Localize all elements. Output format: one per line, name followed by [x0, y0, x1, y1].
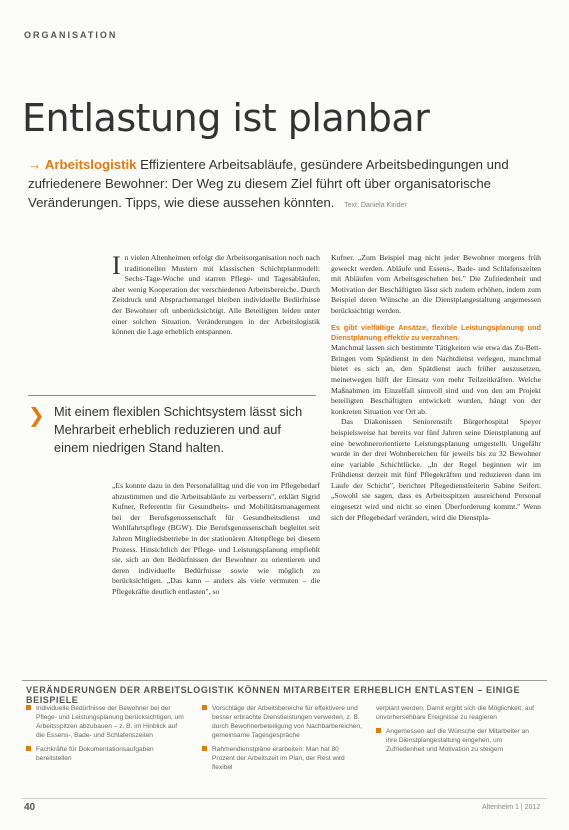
box-title: VERÄNDERUNGEN DER ARBEITSLOGISTIK KÖNNEN MITARBEITER ERHEBLICH ENTLASTEN – EINIGE BEISPIELE	[26, 685, 521, 705]
box-list-item: Vorschläge der Arbeitsbereiche für effektivere und besser erbrachte Dienstleistungen verwerten, z. B. durch Bewohnerbeteiligung von Nachbarbereichen, gemeinsame Tagesgespräche	[202, 704, 362, 740]
body-column-2	[331, 253, 541, 523]
lead-paragraph	[28, 155, 548, 215]
body-paragraph: Kufner. „Zum Beispiel mag nicht jeder Bewohner morgens früh geweckt werden. Abläufe und Essens-, Bade- und Schlafenszeiten mit Abläufen vom Arbeitsgeschehen bei." Die Zufriedenheit und Motivation der Beschäftigten lässt sich zudem erhöhen, indem zum Beispiel deren Wünsche an die Dienstplangestaltung angemessen berücksichtigt werden.	[331, 253, 541, 315]
box-list-item: Fachkräfte für Dokumentationsaufgaben bereitstellen	[26, 745, 186, 763]
bullet-square-icon	[26, 746, 31, 751]
pull-quote	[28, 395, 316, 457]
box-list-item: verplant werden. Damit ergibt sich die Möglichkeit, auf unvorhersehbare Ereignisse zu reagieren	[376, 705, 534, 721]
box-divider	[22, 680, 547, 681]
drop-cap: I	[112, 251, 121, 280]
box-column-2	[202, 704, 362, 777]
box-column-1	[26, 704, 186, 768]
body-subhead: Es gibt vielfältige Ansätze, flexible Leistungsplanung und Dienstplanung effektiv zu verzahnen.	[331, 322, 541, 342]
lead-text: Effizientere Arbeitsabläufe, gesündere Arbeitsbedingungen und zufriedenere Bewohner: Der Weg zu diesem Ziel führt oft über organisatorische Veränderungen. Tipps, wie diese aussehen könnten.	[28, 157, 509, 210]
page-number: 40	[24, 802, 36, 813]
box-list-item: Angemessen auf die Wünsche der Mitarbeiter an ihre Dienstplangestaltung eingehen, um Zufriedenheit und Motivation zu steigern	[376, 727, 536, 754]
body-paragraph: Manchmal lassen sich bestimmte Tätigkeiten wie etwa das Zu-Bett-Bringen vom Spätdienst in den Nachtdienst verlegen, manchmal bietet es sich an, den Spätdienst auch früher auszusetzen, meinetwegen hilft der Einsatz von mehr Teilzeitkräften. Welche Maßnahmen im Einzelfall sinnvoll sind und von den am Projekt beteiligten Beschäftigten entwickelt wurden, hängt von der konkreten Situation vor Ort ab.	[331, 343, 541, 416]
publication-credit: Altenheim 1 | 2012	[482, 804, 541, 811]
pull-quote-text: Mit einem flexiblen Schichtsystem lässt sich Mehrarbeit erheblich reduzieren und auf einem niedrigen Stand halten.	[54, 404, 303, 455]
box-list-item: Rahmendienstpläne erarbeiten: Man hat 80 Prozent der Arbeitszeit im Plan, der Rest wird flexibel	[202, 745, 362, 772]
arrow-icon: →	[28, 157, 42, 172]
quote-chevron-icon: ❯	[28, 405, 45, 427]
bullet-square-icon	[26, 705, 31, 710]
bullet-square-icon	[202, 746, 207, 751]
body-column-3	[112, 481, 320, 598]
body-paragraph: Das Diakonissen Seniorenstift Bürgerhospital Speyer beispielsweise hat bereits vor fünf Jahren seine Dienstplanung auf eine bewohnerorientierte Leistungsplanung umgestellt. Ungefähr wurde in der drei Wohnbereichen für jeweils bis zu 32 Bewohner eine variable Schichtlücke. „In der Regel beginnen wir im Frühdienst derzeit mit fünf Pflegekräften und reduzieren dann im Laufe der Schicht", berichtet Pflegedienstleiterin Sabine Seifert. „Sowohl sie sagen, dass es Arbeitsspitzen ausreichend Personal eingesetzt wird und nicht so einen Überforderung kommt." Wenn sich der Pflegebedarf verändert, wird die Dienstpla-	[331, 417, 541, 522]
bullet-square-icon	[376, 728, 381, 733]
section-label: ORGANISATION	[24, 30, 118, 40]
footer-divider	[22, 798, 547, 799]
body-column-1	[112, 253, 320, 338]
box-list-item: Individuelle Bedürfnisse der Bewohner bei der Pflege- und Leistungsplanung berücksichtigen, um Arbeitsspitzen abzubauen – z. B. im Hinblick auf die Essens-, Bade- und Schlafenszeiten	[26, 704, 186, 740]
headline: Entlastung ist planbar	[22, 96, 430, 140]
bullet-square-icon	[202, 705, 207, 710]
body-paragraph: n vielen Altenheimen erfolgt die Arbeitsorganisation noch nach traditionellen Mustern mit klassischen Schichtplanmodell: Sechs-Tage-Woche und starren Pflege- und Tagesabläufen, aber wenig Kooperation der verschiedenen Arbeitsbereiche. Durch Zeitdruck und Absprachemangel bleiben individuelle Bedürfnisse der Bewohner oft unberücksichtigt. Alle Beteiligten leiden unter einer solchen Situation. Veränderungen in der Arbeitslogistik können die Lage erheblich entspannen.	[112, 253, 320, 337]
body-paragraph: „Es konnte dazu in den Personalalltag und die von im Pflegebedarf abzustimmen und die Arbeitsabläufe zu verbessern", erklärt Sigrid Kufner, Referentin für Gesundheits- und Mobilitätsmanagement bei der Berufsgenossenschaft für Gesundheitsdienst und Wohlfahrtspflege (BGW). Die Berufsgenossenschaft begleitet seit Jahren Mitgliedsbetriebe in der stationären Altenpflege bei diesem Prozess. Hinsichtlich der Pflege- und Leistungsplanung empfiehlt sie, sich an den Bedürfnissen der Bewohner zu orientieren und deren individuelle Bedürfnisse sowie wie möglich zu berücksichtigen. „Das kann – anders als viele vermuten – die Pflegekräfte deutlich entlasten", so	[112, 481, 320, 596]
box-column-3	[376, 704, 536, 759]
lead-kicker: Arbeitslogistik	[44, 157, 137, 172]
author-credit: Text: Daniela Kinder	[344, 202, 407, 209]
